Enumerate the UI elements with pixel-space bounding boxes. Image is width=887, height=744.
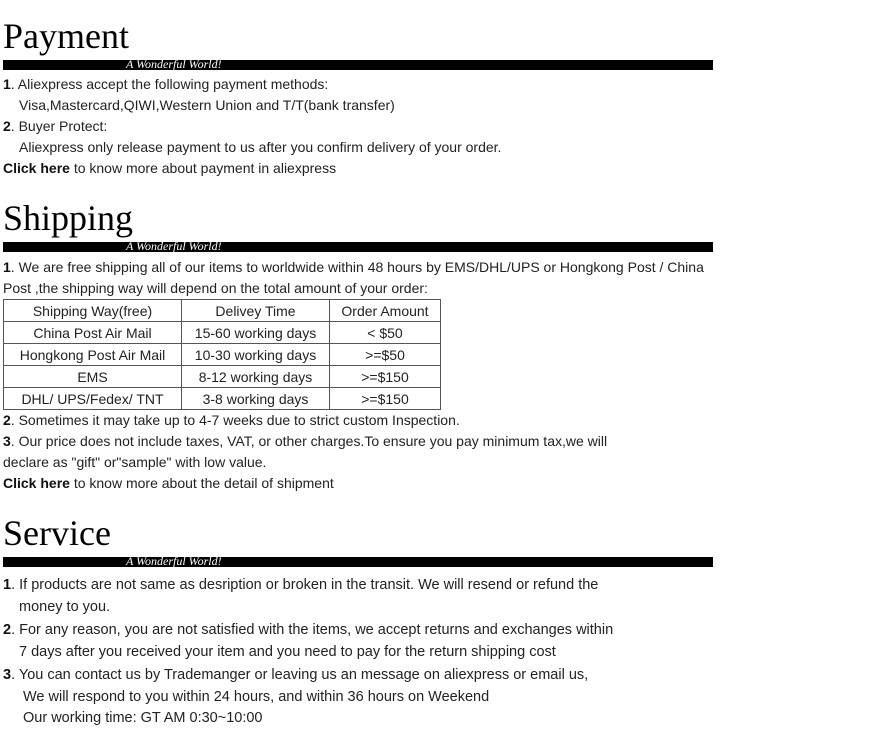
- payment-click-line: [3, 159, 336, 177]
- service-item-2-number: 2: [3, 622, 12, 638]
- shipping-item-3-continued: declare as "gift" or"sample" with low value.: [3, 454, 267, 470]
- payment-item-1: [3, 75, 328, 93]
- table-row: [4, 388, 441, 410]
- service-response-time: We will respond to you within 24 hours, and within 36 hours on Weekend: [23, 689, 490, 705]
- payment-methods-list: Visa,Mastercard,QIWI,Western Union and T/T(bank transfer): [19, 97, 395, 113]
- table-row: [4, 322, 441, 344]
- shipping-item-2-number: 2: [3, 412, 11, 428]
- payment-item-2-text: . Buyer Protect:: [10, 118, 108, 134]
- shipping-item-3-text: . Our price does not include taxes, VAT, or other charges.To ensure you pay minimum tax,we will: [10, 433, 608, 449]
- shipping-item-1: [3, 258, 704, 276]
- service-item-3: [3, 666, 588, 684]
- payment-banner-text: A Wonderful World!: [126, 57, 222, 71]
- table-cell: China Post Air Mail: [4, 322, 182, 344]
- header-shipping-way: Shipping Way(free): [4, 300, 182, 322]
- shipping-item-3-number: 3: [3, 433, 11, 449]
- service-item-3-number: 3: [3, 667, 12, 683]
- table-row: [4, 366, 441, 388]
- shipping-item-1-continued: Post ,the shipping way will depend on the total amount of your order:: [3, 280, 428, 296]
- shipping-item-2-text: . Sometimes it may take up to 4-7 weeks due to strict custom Inspection.: [10, 412, 460, 428]
- service-working-time: Our working time: GT AM 0:30~10:00: [23, 710, 263, 726]
- table-cell: DHL/ UPS/Fedex/ TNT: [4, 388, 182, 410]
- payment-click-text: to know more about payment in aliexpress: [69, 160, 337, 176]
- payment-item-1-text: . Aliexpress accept the following payment methods:: [10, 76, 329, 92]
- shipping-table-header: [4, 300, 441, 322]
- shipping-table: [3, 299, 441, 410]
- service-banner-text: A Wonderful World!: [126, 554, 222, 568]
- table-cell: >=$150: [330, 366, 441, 388]
- shipping-item-1-text: . We are free shipping all of our items to worldwide within 48 hours by EMS/DHL/UPS or Hongkong Post / China: [10, 259, 704, 275]
- service-item-2: [3, 621, 613, 639]
- table-cell: 15-60 working days: [182, 322, 330, 344]
- table-cell: >=$50: [330, 344, 441, 366]
- shipping-click-text: to know more about the detail of shipment: [69, 475, 334, 491]
- shipping-banner-bar: [3, 239, 713, 253]
- service-item-1-text: . If products are not same as desription or broken in the transit. We will resend or refund the: [11, 577, 599, 593]
- shipping-click-here-link[interactable]: Click here: [3, 475, 70, 491]
- service-title: Service: [3, 513, 111, 553]
- shipping-click-line: [3, 474, 334, 492]
- shipping-item-1-number: 1: [3, 259, 11, 275]
- table-cell: 3-8 working days: [182, 388, 330, 410]
- shipping-item-2: [3, 411, 460, 429]
- payment-title: Payment: [3, 16, 129, 56]
- service-banner-bar: [3, 554, 713, 568]
- table-cell: EMS: [4, 366, 182, 388]
- header-delivery-time: Delivey Time: [182, 300, 330, 322]
- payment-item-2-number: 2: [3, 118, 11, 134]
- shipping-title: Shipping: [3, 198, 134, 238]
- payment-item-2: [3, 117, 107, 135]
- service-item-1-number: 1: [3, 577, 12, 593]
- table-cell: >=$150: [330, 388, 441, 410]
- payment-banner-bar: [3, 57, 713, 71]
- service-item-1-continued: money to you.: [19, 599, 111, 615]
- table-cell: 8-12 working days: [182, 366, 330, 388]
- shipping-banner-text: A Wonderful World!: [126, 239, 222, 253]
- table-cell: 10-30 working days: [182, 344, 330, 366]
- table-cell: < $50: [330, 322, 441, 344]
- service-item-2-text: . For any reason, you are not satisfied with the items, we accept returns and exchanges within: [11, 622, 614, 638]
- table-cell: Hongkong Post Air Mail: [4, 344, 182, 366]
- service-item-3-text: . You can contact us by Trademanger or leaving us an message on aliexpress or email us,: [11, 667, 589, 683]
- buyer-protect-text: Aliexpress only release payment to us after you confirm delivery of your order.: [19, 139, 502, 155]
- service-item-2-continued: 7 days after you received your item and you need to pay for the return shipping cost: [19, 644, 556, 660]
- header-order-amount: Order Amount: [330, 300, 441, 322]
- service-item-1: [3, 576, 598, 594]
- payment-click-here-link[interactable]: Click here: [3, 160, 70, 176]
- payment-item-1-number: 1: [3, 76, 11, 92]
- table-row: [4, 344, 441, 366]
- shipping-item-3: [3, 432, 607, 450]
